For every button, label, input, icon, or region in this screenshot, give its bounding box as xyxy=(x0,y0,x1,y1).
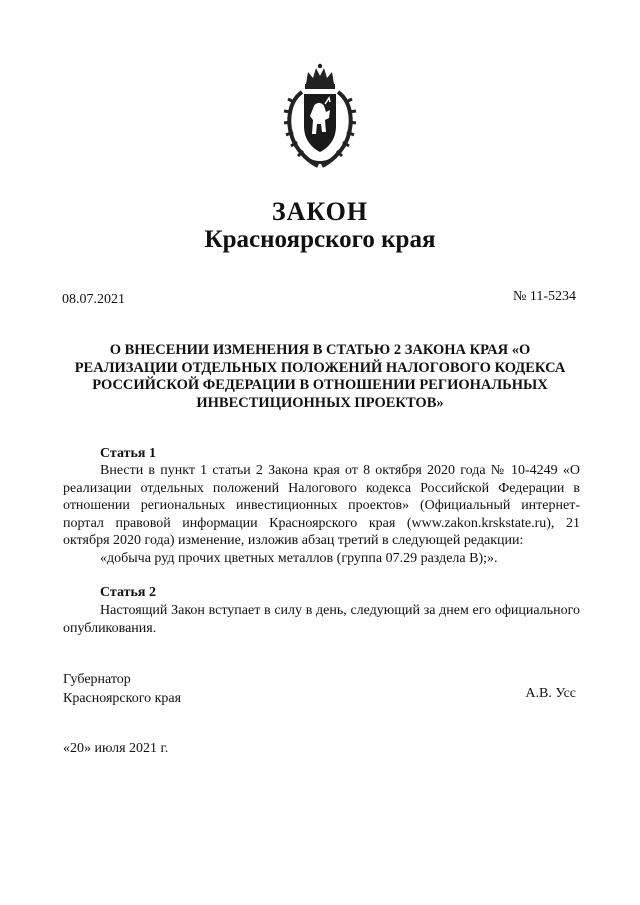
document-number: № 11-5234 xyxy=(513,289,576,304)
article-2-title: Статья 2 xyxy=(100,585,156,600)
signing-date: «20» июля 2021 г. xyxy=(63,741,169,756)
signatory-position-line2: Красноярского края xyxy=(63,691,182,706)
law-title-heading: ЗАКОН xyxy=(271,197,369,226)
article-1-title: Статья 1 xyxy=(100,446,156,461)
signatory-position xyxy=(63,670,181,708)
article-1-amendment: «добыча руд прочих цветных металлов (группа 07.29 раздела В);». xyxy=(100,551,498,566)
signatory-name: А.В. Усс xyxy=(525,686,576,701)
law-subject-heading: О ВНЕСЕНИИ ИЗМЕНЕНИЯ В СТАТЬЮ 2 ЗАКОНА КРАЯ «О РЕАЛИЗАЦИИ ОТДЕЛЬНЫХ ПОЛОЖЕНИЙ НАЛОГОВОГО КОДЕКСА РОССИЙСКОЙ ФЕДЕРАЦИИ В ОТНОШЕНИИ РЕГИОНАЛЬНЫХ ИНВЕСТИЦИОННЫХ ПРОЕКТОВ» xyxy=(74,342,566,411)
region-heading: Красноярского края xyxy=(204,226,436,253)
document-date: 08.07.2021 xyxy=(62,292,125,307)
signatory-position-line1: Губернатор xyxy=(63,672,131,687)
krasnoyarsk-coat-of-arms-icon xyxy=(280,62,360,172)
article-1-text: Внести в пункт 1 статьи 2 Закона края от 8 октября 2020 года № 10-4249 «О реализации отдельных положений Налогового кодекса Российской Федерации в отношении региональных инвестиционных проектов» (Официальный интернет-портал правовой информации Красноярского края (www.zakon.krskstate.ru), 21 октября 2020 года) изменение, изложив абзац третий в следующей редакции: xyxy=(63,463,580,548)
article-2-text: Настоящий Закон вступает в силу в день, следующий за днем его официального опубликования. xyxy=(63,603,580,636)
